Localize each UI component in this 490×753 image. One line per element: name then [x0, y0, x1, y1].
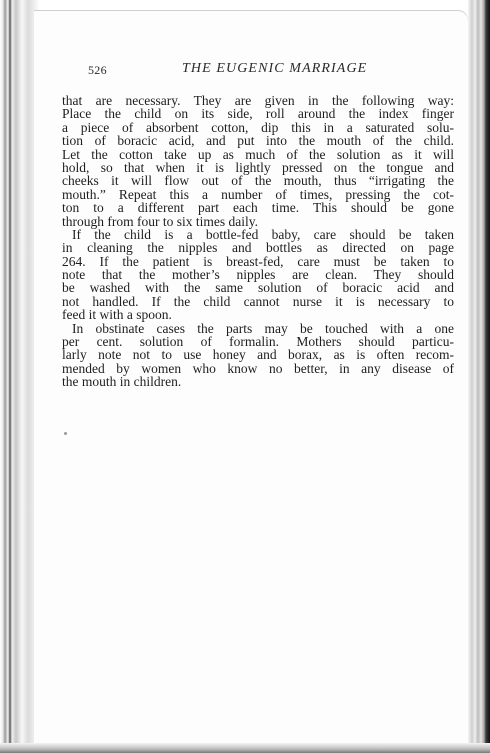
text-line: larly note not to use honey and borax, as is often recom- — [62, 347, 454, 363]
paragraph — [62, 228, 454, 322]
text-line: If the child is a bottle-fed baby, care should be taken — [72, 226, 454, 242]
running-head: THE EUGENIC MARRIAGE — [182, 61, 368, 76]
text-line: Let the cotton take up as much of the solution as it will — [62, 146, 454, 162]
paper-speck — [64, 432, 67, 435]
text-line: a piece of absorbent cotton, dip this in a saturated solu- — [62, 119, 454, 135]
body-text — [62, 94, 454, 389]
page-number: 526 — [88, 63, 107, 77]
text-line: mended by women who know no better, in any disease of — [62, 360, 454, 376]
text-line: Place the child on its side, roll around the index finger — [62, 106, 454, 122]
text-line: through from four to six times daily. — [62, 213, 258, 229]
text-line: that are necessary. They are given in the following way: — [62, 93, 454, 108]
text-line: feed it with a spoon. — [62, 307, 172, 323]
page-header — [88, 63, 458, 83]
text-line: note that the mother’s nipples are clean. They should — [62, 267, 454, 283]
text-line: cheeks it will flow out of the mouth, thus “irrigating the — [62, 173, 454, 189]
page-edge-right — [468, 0, 490, 753]
text-line: 264. If the patient is breast-fed, care must be taken to — [62, 253, 454, 269]
text-line: not handled. If the child cannot nurse it is necessary to — [62, 293, 454, 309]
text-line: In obstinate cases the parts may be touched with a one — [72, 320, 454, 336]
text-line: hold, so that when it is lightly pressed on the tongue and — [62, 159, 454, 175]
paragraph — [62, 322, 454, 389]
paragraph — [62, 94, 454, 228]
text-line: be washed with the same solution of boracic acid and — [62, 280, 454, 296]
text-line: per cent. solution of formalin. Mothers should particu- — [62, 334, 454, 350]
page-edge-bottom — [0, 743, 490, 753]
text-line: the mouth in children. — [62, 374, 182, 390]
text-line: mouth.” Repeat this a number of times, pressing the cot- — [62, 186, 454, 202]
text-line: ton to a different part each time. This should be gone — [62, 200, 454, 216]
text-line: in cleaning the nipples and bottles as directed on page — [62, 240, 454, 256]
text-line: tion of boracic acid, and put into the mouth of the child. — [62, 133, 454, 149]
